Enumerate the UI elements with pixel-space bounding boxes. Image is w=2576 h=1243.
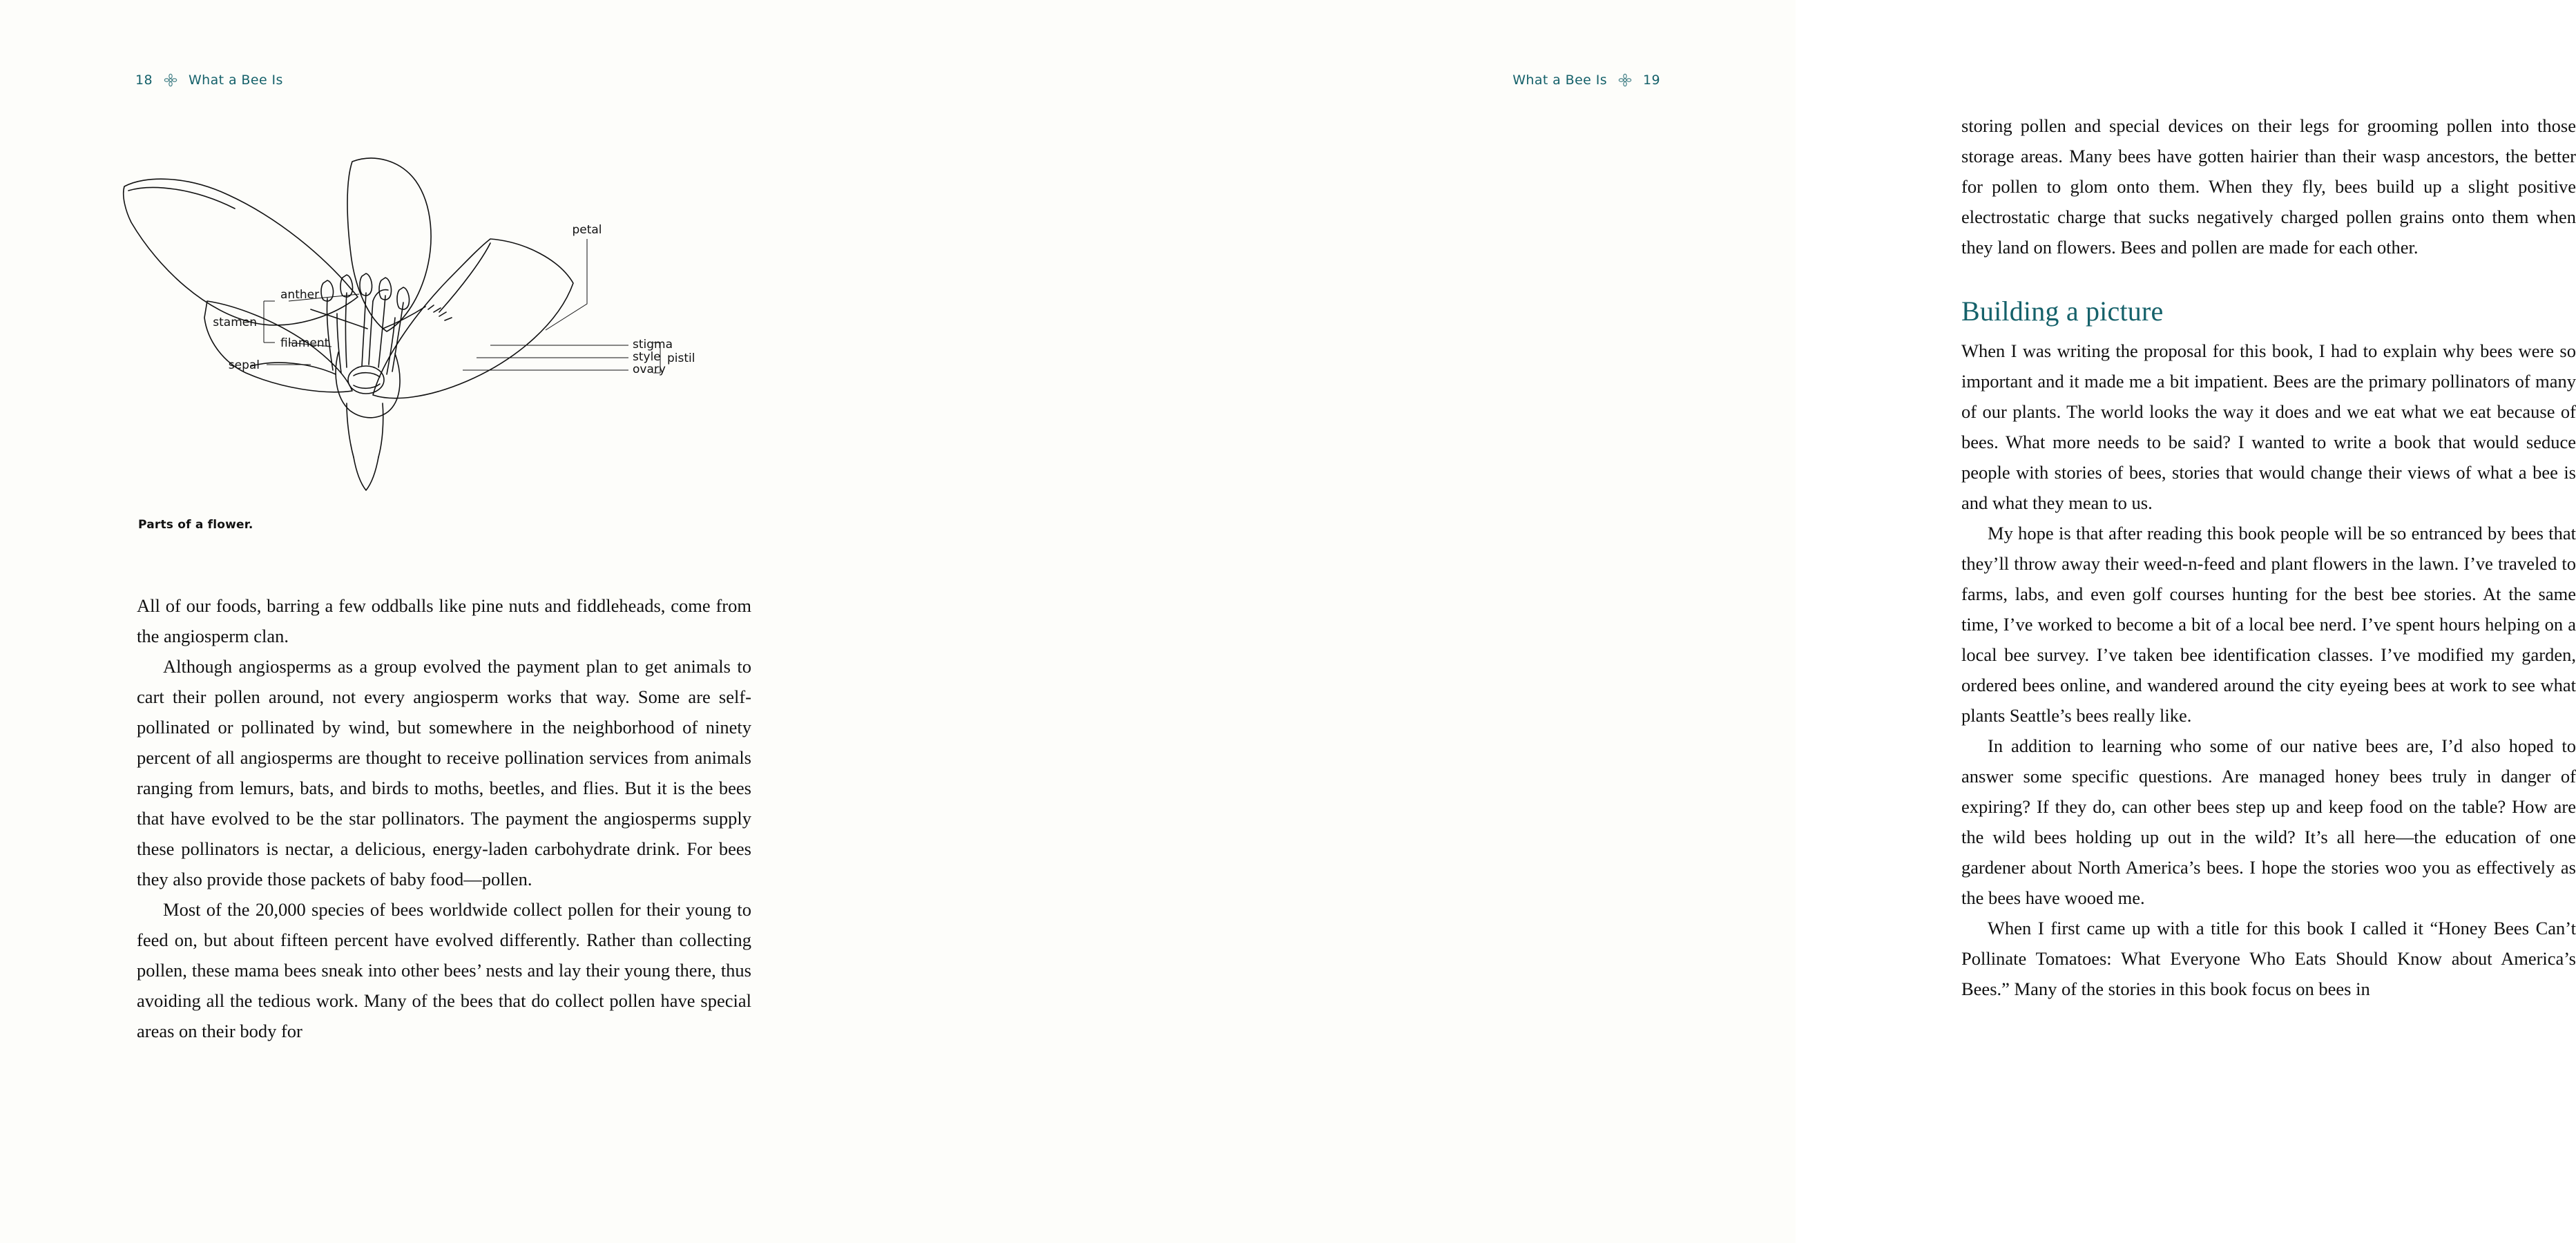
section-heading: Building a picture xyxy=(1961,296,2164,327)
paragraph: Although angiosperms as a group evolved the payment plan to get animals to cart their pollen around, not every angiosperm works that way. Some are self-pollinated or pollinated by wind, but somewhere in the neighborhood of ninety percent of all angiosperms are thought to receive pollination services from animals ranging from lemurs, bats, and birds to moths, beetles, and flies. But it is the bees that have evolved to be the star pollinators. The payment the angiosperms supply these pollinators is nectar, a delicious, energy-laden carbohydrate drink. For bees they also provide those packets of baby food—pollen. xyxy=(137,656,751,889)
label-sepal: sepal xyxy=(228,358,260,372)
paragraph-continued: storing pollen and special devices on their legs for grooming pollen into those storage areas. Many bees have gotten hairier than their wasp ancestors, the better for pollen to glom onto them. When they fly, bees build up a slight positive electrostatic charge that sucks negatively charged pollen grains onto them when they land on flowers. Bees and pollen are made for each other. xyxy=(1961,115,2576,258)
paragraph: When I first came up with a title for this book I called it “Honey Bees Can’t Pollinate Tomatoes: What Everyone Who Eats Should Know about America’s Bees.” Many of the stories in this book focus on bees in xyxy=(1961,918,2576,999)
running-head-right-title: What a Bee Is xyxy=(1512,73,1608,88)
label-pistil: pistil xyxy=(667,351,695,365)
flower-ornament-icon xyxy=(164,73,177,87)
paragraph: All of our foods, barring a few oddballs like pine nuts and fiddleheads, come from the angiosperm clan. xyxy=(137,595,751,646)
label-anther: anther xyxy=(280,288,320,302)
paragraph: Most of the 20,000 species of bees worldwide collect pollen for their young to feed on, but about fifteen percent have evolved differently. Rather than collecting pollen, these mama bees sneak into other bees’ nests and lay their young there, thus avoiding all the tedious work. Many of the bees that do collect pollen have special areas on their body for xyxy=(137,899,751,1041)
flower-ornament-icon xyxy=(1618,73,1632,87)
paragraph: My hope is that after reading this book people will be so entranced by bees that they’ll throw away their weed-n-feed and plant flowers in the lawn. I’ve traveled to farms, labs, and even golf courses hunting for the best bee stories. At the same time, I’ve worked to become a bit of a local bee nerd. I’ve spent hours helping on a local bee survey. I’ve taken bee identification classes. I’ve modified my garden, ordered bees online, and wandered around the city eyeing bees at work to see what plants Seattle’s bees really like. xyxy=(1961,523,2576,726)
folio-left: 18 xyxy=(135,73,153,88)
paragraph: In addition to learning who some of our native bees are, I’d also hoped to answer some specific questions. Are managed honey bees truly in danger of expiring? If they do, can other bees step up and keep food on the table? How are the wild bees holding up out in the wild? It’s all here—the education of one gardener about North America’s bees. I hope the stories woo you as effectively as the bees have wooed me. xyxy=(1961,735,2576,908)
right-page xyxy=(898,0,2576,1243)
label-stigma: stigma xyxy=(633,338,673,351)
label-ovary: ovary xyxy=(633,363,666,376)
running-head-right xyxy=(1512,73,1660,88)
right-column-text xyxy=(1961,110,2576,1004)
running-head-left-title: What a Bee Is xyxy=(188,73,283,88)
label-stamen: stamen xyxy=(213,316,257,329)
paragraph: When I was writing the proposal for this book, I had to explain why bees were so important and it made me a bit impatient. Bees are the primary pollinators of many of our plants. The world looks the way it does and we eat what we eat because of bees. What more needs to be said? I wanted to write a book that would seduce people with stories of bees, stories that would change their views of what a bee is and what they mean to us. xyxy=(1961,340,2576,513)
flower-diagram xyxy=(104,145,780,518)
running-head-left xyxy=(135,73,283,88)
label-style: style xyxy=(633,350,661,364)
folio-right: 19 xyxy=(1643,73,1660,88)
label-filament: filament xyxy=(280,336,329,350)
label-petal: petal xyxy=(572,223,602,237)
left-column-text xyxy=(137,590,751,1046)
left-page xyxy=(0,0,898,1243)
figure-caption: Parts of a flower. xyxy=(138,518,253,532)
